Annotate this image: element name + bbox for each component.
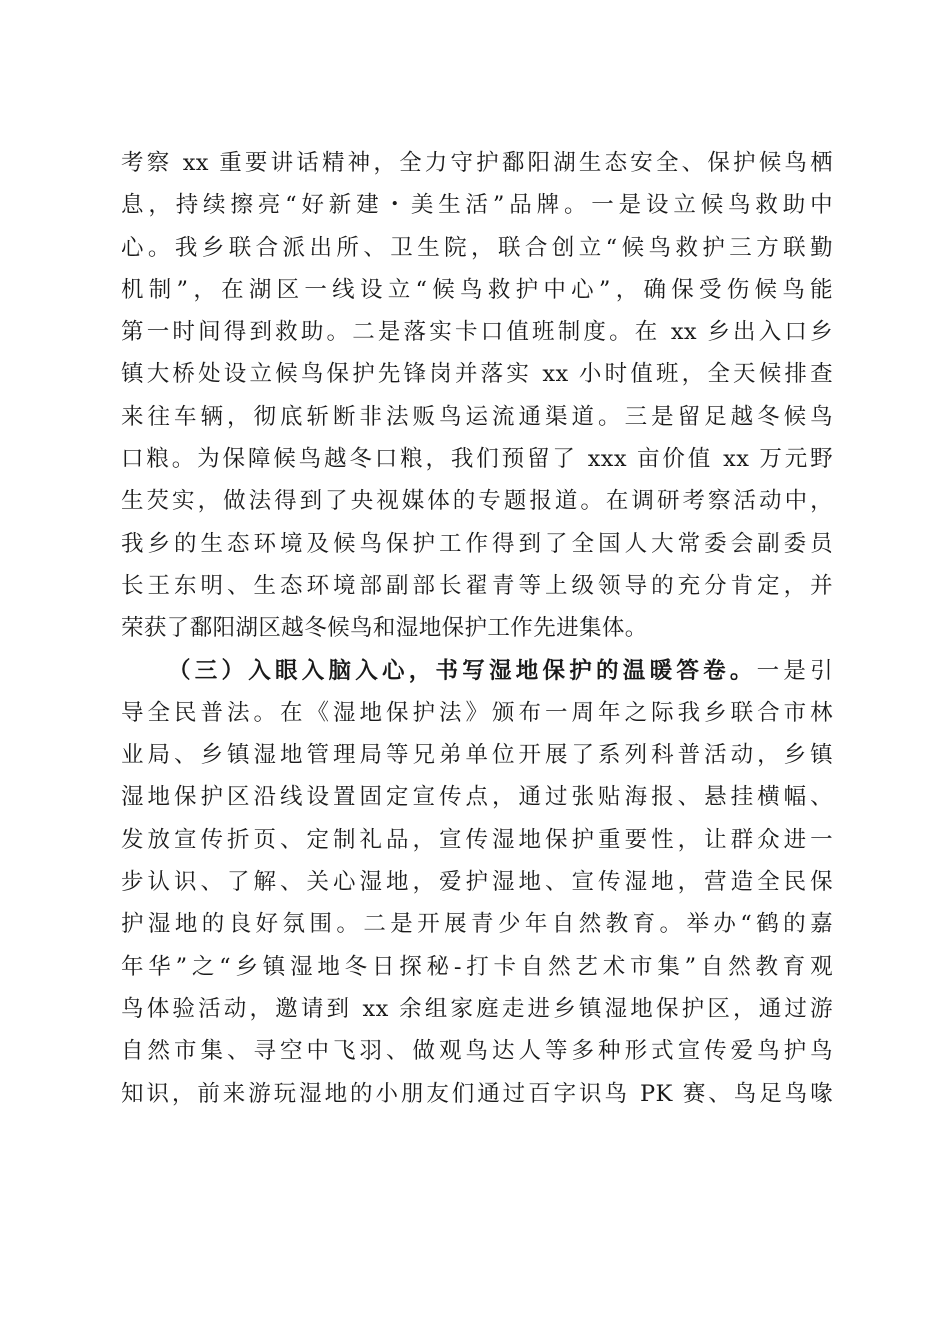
body-text: [121, 142, 833, 1115]
text-line: 湿地保护区沿线设置固定宣传点，通过张贴海报、悬挂横幅、: [121, 784, 833, 811]
text-line: 自然市集、寻空中飞羽、做观鸟达人等多种形式宣传爱鸟护鸟: [121, 1038, 833, 1065]
paragraph-bird-protection: [121, 142, 833, 650]
text-line: 心。我乡联合派出所、卫生院，联合创立“候鸟救护三方联勤: [121, 234, 833, 261]
text-line: 荣获了鄱阳湖区越冬候鸟和湿地保护工作先进集体。: [121, 615, 648, 642]
text-line: 导全民普法。在《湿地保护法》颁布一周年之际我乡联合市林: [121, 699, 833, 726]
paragraph-wetland-education: [121, 650, 833, 1115]
text-line: 步认识、了解、关心湿地，爱护湿地、宣传湿地，营造全民保: [121, 869, 833, 896]
text-line: 年华”之“乡镇湿地冬日探秘-打卡自然艺术市集”自然教育观: [121, 953, 833, 980]
text-line: 镇大桥处设立候鸟保护先锋岗并落实 xx 小时值班，全天候排查: [121, 361, 833, 388]
text-line: 来往车辆，彻底斩断非法贩鸟运流通渠道。三是留足越冬候鸟: [121, 403, 833, 430]
text-line: 息，持续擦亮“好新建・美生活”品牌。一是设立候鸟救助中: [121, 192, 833, 219]
text-line: 知识，前来游玩湿地的小朋友们通过百字识鸟 PK 赛、鸟足鸟喙: [121, 1080, 833, 1107]
section-first-line: [121, 650, 833, 692]
section-heading: （三）入眼入脑入心，书写湿地保护的温暖答卷。: [168, 657, 757, 684]
text-line: 生芡实，做法得到了央视媒体的专题报道。在调研考察活动中，: [121, 488, 833, 515]
text-line: 考察 xx 重要讲话精神，全力守护鄱阳湖生态安全、保护候鸟栖: [121, 150, 833, 176]
text-line: 长王东明、生态环境部副部长翟青等上级领导的充分肯定，并: [121, 572, 833, 599]
text-line: 护湿地的良好氛围。二是开展青少年自然教育。举办“鹤的嘉: [121, 911, 833, 938]
section-first-line-rest: 一是引: [756, 657, 834, 684]
text-line: 鸟体验活动，邀请到 xx 余组家庭走进乡镇湿地保护区，通过游: [121, 995, 833, 1022]
text-line: 业局、乡镇湿地管理局等兄弟单位开展了系列科普活动，乡镇: [121, 742, 833, 769]
text-line: 第一时间得到救助。二是落实卡口值班制度。在 xx 乡出入口乡: [121, 319, 833, 346]
text-line: 口粮。为保障候鸟越冬口粮，我们预留了 xxx 亩价值 xx 万元野: [121, 446, 833, 473]
text-line: 发放宣传折页、定制礼品，宣传湿地保护重要性，让群众进一: [121, 826, 833, 853]
text-line: 我乡的生态环境及候鸟保护工作得到了全国人大常委会副委员: [121, 530, 833, 557]
text-line: 机制”，在湖区一线设立“候鸟救护中心”，确保受伤候鸟能: [121, 276, 833, 303]
